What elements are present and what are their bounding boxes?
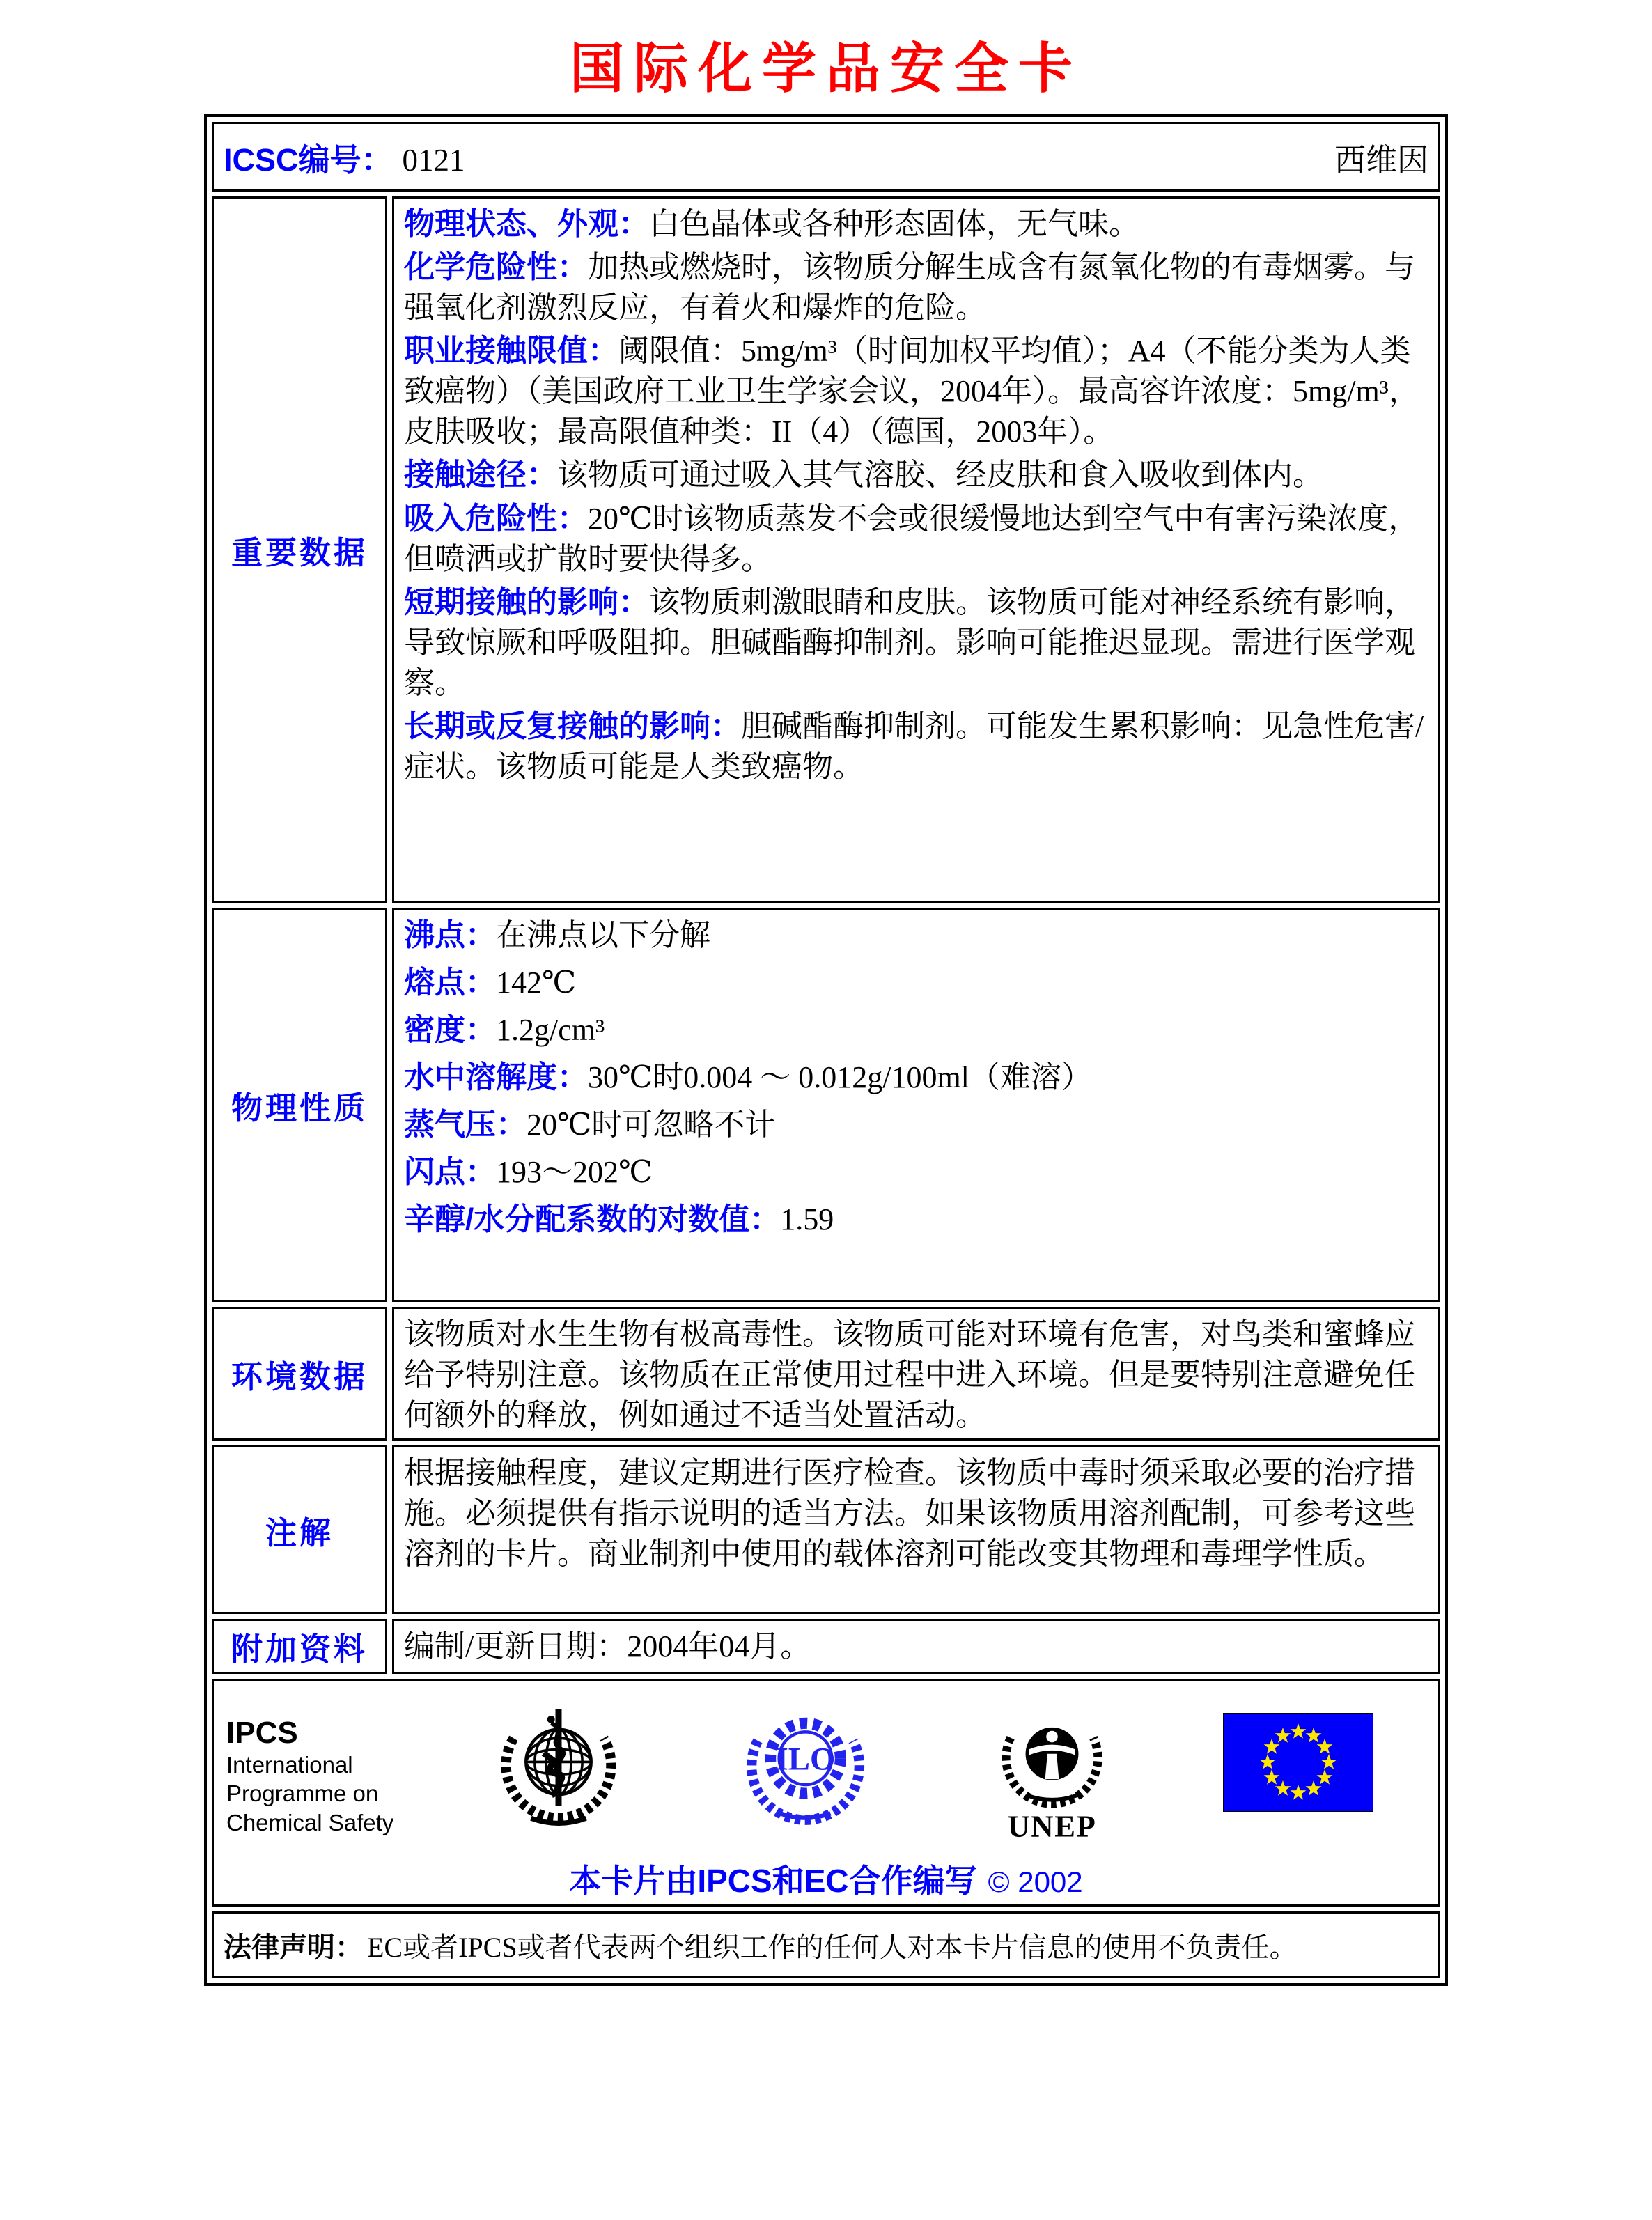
property-label: 接触途径： bbox=[404, 458, 557, 492]
eu-flag-svg bbox=[1223, 1713, 1373, 1812]
section-content-additional bbox=[392, 1619, 1440, 1674]
property-label: 熔点： bbox=[404, 965, 496, 1000]
property-value: 白色晶体或各种形态固体，无气味。 bbox=[649, 207, 1139, 241]
property-row bbox=[404, 1057, 1428, 1098]
property-label: 水中溶解度： bbox=[404, 1060, 588, 1095]
header-row-cell bbox=[212, 122, 1440, 192]
property-row bbox=[404, 1200, 1428, 1240]
environment-text: 该物质对水生生物有极高毒性。该物质可能对环境有危害，对鸟类和蜜蜂应给予特别注意。该物质在正常使用过程中进入环境。但是要特别注意避免任何额外的释放，例如通过不适当处置活动。 bbox=[404, 1317, 1415, 1433]
property-value: 20℃时该物质蒸发不会或很缓慢地达到空气中有害污染浓度，但喷洒或扩散时要快得多。 bbox=[404, 501, 1419, 576]
notes-text: 根据接触程度，建议定期进行医疗检查。该物质中毒时须采取必要的治疗措施。必须提供有指示说明的适当方法。如果该物质用溶剂配制，可参考这些溶剂的卡片。商业制剂中使用的载体溶剂可能改变其物理和毒理学性质。 bbox=[404, 1456, 1415, 1571]
property-row bbox=[404, 915, 1428, 956]
property-label: 物理状态、外观： bbox=[404, 207, 649, 241]
footer-copyright: © 2002 bbox=[988, 1865, 1083, 1899]
section-label-text: 物理性质 bbox=[231, 1089, 368, 1126]
ipcs-line: International bbox=[226, 1752, 353, 1778]
property-row bbox=[404, 706, 1428, 787]
section-content-important bbox=[392, 196, 1440, 903]
property-row bbox=[404, 455, 1428, 495]
property-row bbox=[404, 247, 1428, 328]
ipcs-acronym: IPCS bbox=[226, 1716, 298, 1751]
logos-row bbox=[224, 1684, 1428, 1846]
property-row bbox=[404, 1010, 1428, 1050]
property-row bbox=[404, 963, 1428, 1003]
page-title: 国际化学品安全卡 bbox=[569, 38, 1082, 99]
disclaimer-row bbox=[224, 1925, 1428, 1965]
ipcs-line: Programme on bbox=[226, 1780, 379, 1807]
section-label-physical bbox=[212, 908, 387, 1302]
ipcs-text-block bbox=[226, 1716, 435, 1837]
property-value: 该物质可通过吸入其气溶胶、经皮肤和食入吸收到体内。 bbox=[557, 458, 1323, 492]
property-value: 193～202℃ bbox=[496, 1155, 653, 1190]
section-label-text: 环境数据 bbox=[231, 1358, 368, 1395]
property-label: 化学危险性： bbox=[404, 250, 588, 285]
section-label-text: 重要数据 bbox=[231, 534, 368, 570]
unep-logo-text: UNEP bbox=[1007, 1808, 1096, 1844]
disclaimer-text: EC或者IPCS或者代表两个组织工作的任何人对本卡片信息的使用不负责任。 bbox=[367, 1931, 1298, 1963]
section-label-text: 附加资料 bbox=[231, 1631, 368, 1668]
header-row bbox=[224, 134, 1428, 180]
property-label: 蒸气压： bbox=[404, 1108, 527, 1142]
property-label: 辛醇/水分配系数的对数值： bbox=[404, 1202, 781, 1237]
icsc-card-table bbox=[204, 114, 1448, 1986]
who-logo-svg bbox=[496, 1703, 621, 1832]
property-label: 闪点： bbox=[404, 1155, 496, 1190]
ilo-logo bbox=[682, 1703, 928, 1829]
ilo-logo-text: ILO bbox=[775, 1741, 835, 1778]
property-value: 胆碱酯酶抑制剂。可能发生累积影响：见急性危害/症状。该物质可能是人类致癌物。 bbox=[404, 708, 1424, 784]
property-row bbox=[404, 1105, 1428, 1145]
footer-caption-text: 本卡片由IPCS和EC合作编写 bbox=[569, 1863, 977, 1900]
section-label-text: 注解 bbox=[265, 1514, 334, 1551]
property-value: 142℃ bbox=[496, 965, 577, 1000]
property-value: 该物质刺激眼睛和皮肤。该物质可能对神经系统有影响，导致惊厥和呼吸阻抑。胆碱酯酶抑制剂。影响可能推迟显现。需进行医学观察。 bbox=[404, 584, 1415, 700]
property-label: 短期接触的影响： bbox=[404, 584, 649, 619]
ilo-logo-svg bbox=[741, 1703, 870, 1829]
property-label: 密度： bbox=[404, 1013, 496, 1048]
icsc-number-label: ICSC编号： bbox=[224, 141, 393, 178]
eu-flag-icon bbox=[1175, 1713, 1421, 1812]
property-value: 20℃时可忽略不计 bbox=[527, 1108, 776, 1142]
chemical-name: 西维因 bbox=[1334, 142, 1428, 178]
icsc-number-value: 0121 bbox=[402, 142, 465, 178]
section-label-additional bbox=[212, 1619, 387, 1674]
who-logo bbox=[435, 1703, 682, 1832]
section-content-physical bbox=[392, 908, 1440, 1302]
footer-caption bbox=[224, 1856, 1428, 1902]
property-row bbox=[404, 331, 1428, 452]
property-value: 1.59 bbox=[780, 1202, 834, 1237]
property-value: 30℃时0.004 ～ 0.012g/100ml（难溶） bbox=[588, 1060, 1092, 1095]
disclaimer-label: 法律声明： bbox=[224, 1932, 363, 1963]
section-label-important bbox=[212, 196, 387, 903]
property-label: 吸入危险性： bbox=[404, 501, 588, 536]
property-label: 沸点： bbox=[404, 918, 496, 952]
footer-logos-cell bbox=[212, 1679, 1440, 1907]
unep-logo bbox=[928, 1703, 1175, 1846]
property-label: 长期或反复接触的影响： bbox=[404, 708, 741, 743]
property-label: 职业接触限值： bbox=[404, 334, 618, 368]
property-row bbox=[404, 204, 1428, 244]
property-value: 1.2g/cm³ bbox=[496, 1013, 605, 1048]
section-label-environment bbox=[212, 1307, 387, 1441]
property-row bbox=[404, 499, 1428, 580]
property-row bbox=[404, 1152, 1428, 1193]
additional-text: 编制/更新日期：2004年04月。 bbox=[404, 1629, 811, 1664]
property-value: 在沸点以下分解 bbox=[496, 918, 710, 952]
property-value: 阈限值：5mg/m³（时间加权平均值）；A4（不能分类为人类致癌物）（美国政府工业卫生学家会议，2004年）。最高容许浓度：5mg/m³，皮肤吸收；最高限值种类：II（4）（德国，2003年）。 bbox=[404, 334, 1419, 449]
property-row bbox=[404, 582, 1428, 704]
section-label-notes bbox=[212, 1445, 387, 1614]
icsc-number-group bbox=[224, 134, 465, 180]
disclaimer-cell bbox=[212, 1911, 1440, 1978]
section-content-notes bbox=[392, 1445, 1440, 1614]
ipcs-line: Chemical Safety bbox=[226, 1809, 394, 1835]
property-value: 加热或燃烧时，该物质分解生成含有氮氧化物的有毒烟雾。与强氧化剂激烈反应，有着火和爆炸的危险。 bbox=[404, 250, 1415, 325]
unep-logo-svg bbox=[995, 1703, 1109, 1846]
section-content-environment bbox=[392, 1307, 1440, 1441]
